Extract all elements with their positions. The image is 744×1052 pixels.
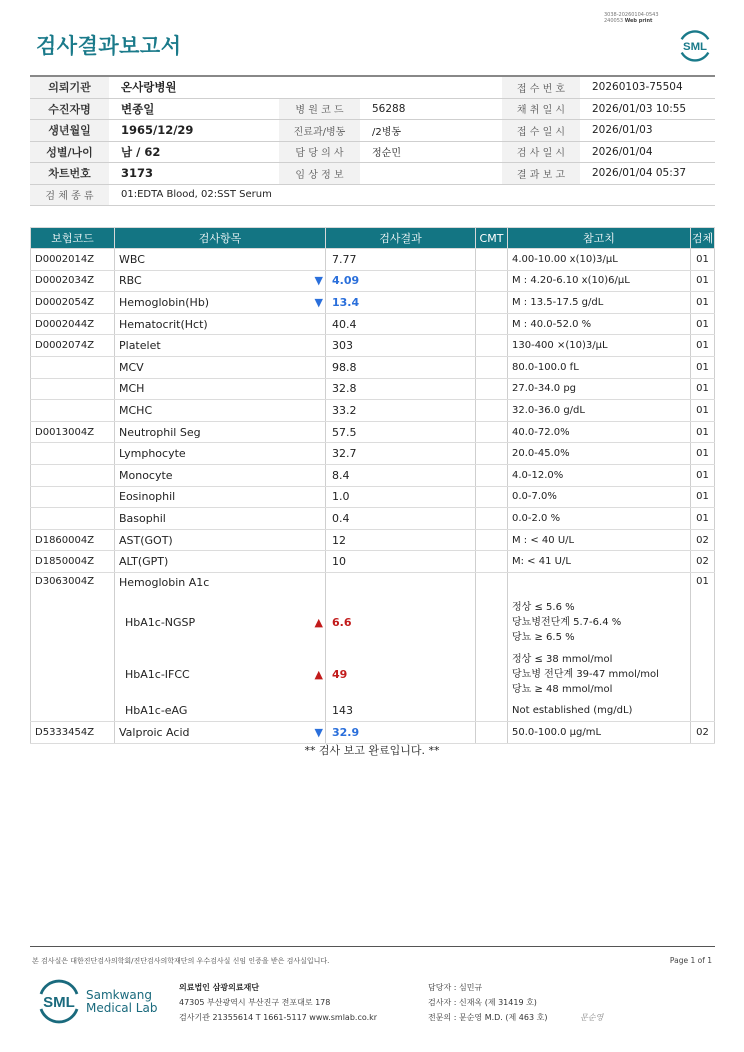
test-name: Platelet — [115, 335, 310, 357]
ngsp-ref-2: 당뇨병전단계 5.7-6.4 % — [512, 617, 622, 628]
cmt-cell — [476, 443, 508, 465]
reference-range: 4.0-12.0% — [508, 464, 691, 486]
staff-tester: 검사자 : 신재옥 (제 31419 호) — [428, 998, 537, 1007]
specimen-code: 01 — [691, 249, 715, 271]
table-row — [31, 529, 715, 551]
test-value: 13.4 — [326, 292, 476, 314]
test-name: MCV — [115, 356, 310, 378]
valproic-specimen: 02 — [691, 722, 715, 744]
ngsp-value: 6.6 — [326, 597, 476, 649]
table-row — [31, 464, 715, 486]
reference-range: M: < 41 U/L — [508, 551, 691, 573]
table-row — [31, 292, 715, 314]
cmt-cell — [476, 529, 508, 551]
test-name: AST(GOT) — [115, 529, 310, 551]
reference-range: 20.0-45.0% — [508, 443, 691, 465]
staff-info — [428, 980, 547, 1025]
col-specimen: 검체 — [691, 228, 715, 249]
table-row — [31, 400, 715, 422]
table-row — [31, 335, 715, 357]
sml-logo-icon — [676, 26, 714, 64]
arrow-down-icon: ▼ — [314, 725, 323, 739]
table-row — [31, 551, 715, 573]
results-table — [30, 227, 715, 744]
sex-age-label: 성별/나이 — [30, 141, 109, 163]
sml-footer-logo-icon — [36, 978, 82, 1024]
eag-value: 143 — [326, 701, 476, 722]
test-name: WBC — [115, 249, 310, 271]
collected-label: 채 취 일 시 — [502, 98, 580, 120]
collected-value: 2026/01/03 10:55 — [580, 98, 715, 120]
ifcc-name: HbA1c-IFCC — [115, 649, 310, 701]
reference-range: M : 4.20-6.10 x(10)6/μL — [508, 270, 691, 292]
document-id-line1: 3038-20260104-0543 — [604, 12, 659, 18]
page-title: 검사결과보고서 — [36, 34, 182, 58]
accreditation-note: 본 검사실은 대한진단검사의학회/진단검사의학재단의 우수검사실 신임 인증을 받은 검사실입니다. — [32, 957, 330, 965]
reference-range: M : < 40 U/L — [508, 529, 691, 551]
cmt-cell — [476, 378, 508, 400]
test-value: 8.4 — [326, 464, 476, 486]
insurance-code — [31, 400, 115, 422]
specimen-code: 01 — [691, 356, 715, 378]
test-name: RBC — [115, 270, 310, 292]
test-name: Hemoglobin(Hb) — [115, 292, 310, 314]
cmt-cell — [476, 270, 508, 292]
col-code: 보험코드 — [31, 228, 115, 249]
staff-manager: 담당자 : 심민규 — [428, 983, 483, 992]
specimen-value: 01:EDTA Blood, 02:SST Serum — [109, 184, 715, 206]
reference-range: 40.0-72.0% — [508, 421, 691, 443]
lab-name — [86, 989, 157, 1015]
arrow-up-icon: ▲ — [314, 616, 323, 629]
cmt-cell — [476, 292, 508, 314]
specimen-code: 01 — [691, 421, 715, 443]
table-row — [31, 270, 715, 292]
specimen-code: 01 — [691, 508, 715, 530]
table-row — [31, 313, 715, 335]
test-value: 7.77 — [326, 249, 476, 271]
specimen-code: 01 — [691, 313, 715, 335]
reference-range: 80.0-100.0 fL — [508, 356, 691, 378]
specimen-code: 01 — [691, 335, 715, 357]
valproic-name: Valproic Acid — [115, 722, 310, 744]
sml-logo-text: SML — [682, 40, 708, 53]
corp-address: 47305 부산광역시 부산진구 전포대로 178 — [179, 998, 331, 1007]
table-row — [31, 486, 715, 508]
table-row — [31, 443, 715, 465]
dept-label: 진료과/병동 — [279, 120, 360, 142]
specimen-code: 01 — [691, 443, 715, 465]
test-value: 32.7 — [326, 443, 476, 465]
table-row — [31, 701, 715, 722]
doctor-label: 담 당 의 사 — [279, 141, 360, 163]
receipt-no-value: 20260103-75504 — [580, 76, 715, 98]
eag-name: HbA1c-eAG — [115, 701, 310, 722]
test-value: 12 — [326, 529, 476, 551]
ifcc-reference — [508, 649, 691, 701]
institution-value: 온사랑병원 — [109, 76, 502, 98]
test-value: 40.4 — [326, 313, 476, 335]
insurance-code: D0002074Z — [31, 335, 115, 357]
valproic-value: 32.9 — [326, 722, 476, 744]
test-value: 0.4 — [326, 508, 476, 530]
document-id — [604, 12, 659, 24]
hba1c-code: D3063004Z — [31, 572, 115, 596]
insurance-code: D0002014Z — [31, 249, 115, 271]
corp-contact: 검사기관 21355614 T 1661-5117 www.smlab.co.kr — [179, 1013, 378, 1022]
cmt-cell — [476, 249, 508, 271]
cmt-cell — [476, 400, 508, 422]
staff-specialist: 전문의 : 문순영 M.D. (제 463 호) — [428, 1013, 548, 1022]
patient-info-table — [30, 75, 715, 206]
ngsp-reference — [508, 597, 691, 649]
test-name: Basophil — [115, 508, 310, 530]
cmt-cell — [476, 421, 508, 443]
insurance-code — [31, 508, 115, 530]
chart-label: 차트번호 — [30, 163, 109, 185]
ngsp-name: HbA1c-NGSP — [115, 597, 310, 649]
test-value: 10 — [326, 551, 476, 573]
test-name: Hematocrit(Hct) — [115, 313, 310, 335]
table-row — [31, 572, 715, 596]
test-name: Lymphocyte — [115, 443, 310, 465]
received-label: 접 수 일 시 — [502, 120, 580, 142]
table-row — [31, 508, 715, 530]
insurance-code — [31, 486, 115, 508]
specimen-code: 01 — [691, 486, 715, 508]
dob-label: 생년월일 — [30, 120, 109, 142]
lab-name-line2: Medical Lab — [86, 1001, 158, 1015]
specimen-code: 02 — [691, 529, 715, 551]
col-cmt: CMT — [476, 228, 508, 249]
hospital-code-label: 병 원 코 드 — [279, 98, 360, 120]
insurance-code: D0002054Z — [31, 292, 115, 314]
reference-range: 0.0-7.0% — [508, 486, 691, 508]
dept-value: /2병동 — [360, 120, 502, 142]
cmt-cell — [476, 508, 508, 530]
ifcc-ref-3: 당뇨 ≥ 48 mmol/mol — [512, 684, 613, 695]
cmt-cell — [476, 551, 508, 573]
valproic-reference: 50.0-100.0 μg/mL — [508, 722, 691, 744]
test-value: 4.09 — [326, 270, 476, 292]
col-result: 검사결과 — [326, 228, 476, 249]
insurance-code: D0002034Z — [31, 270, 115, 292]
test-name: MCH — [115, 378, 310, 400]
reference-range: 0.0-2.0 % — [508, 508, 691, 530]
cmt-cell — [476, 335, 508, 357]
sex-age-value: 남 / 62 — [109, 141, 279, 163]
cmt-cell — [476, 464, 508, 486]
ifcc-ref-1: 정상 ≤ 38 mmol/mol — [512, 654, 613, 665]
specimen-code: 01 — [691, 464, 715, 486]
test-value: 57.5 — [326, 421, 476, 443]
test-value: 98.8 — [326, 356, 476, 378]
reference-range: 4.00-10.00 x(10)3/μL — [508, 249, 691, 271]
valproic-code: D5333454Z — [31, 722, 115, 744]
insurance-code — [31, 443, 115, 465]
tested-value: 2026/01/04 — [580, 141, 715, 163]
results-header — [31, 228, 715, 249]
eag-reference: Not established (mg/dL) — [508, 701, 691, 722]
table-row — [31, 249, 715, 271]
chart-value: 3173 — [109, 163, 279, 185]
insurance-code: D0013004Z — [31, 421, 115, 443]
patient-label: 수진자명 — [30, 98, 109, 120]
document-id-line2: 240053 Web print — [604, 18, 653, 24]
doctor-value: 정순민 — [360, 141, 502, 163]
col-reference: 참고치 — [508, 228, 691, 249]
arrow-down-icon: ▼ — [314, 295, 323, 309]
insurance-code — [31, 356, 115, 378]
specimen-code: 01 — [691, 378, 715, 400]
reference-range: M : 13.5-17.5 g/dL — [508, 292, 691, 314]
hba1c-group — [31, 572, 715, 743]
test-value: 33.2 — [326, 400, 476, 422]
ngsp-ref-3: 당뇨 ≥ 6.5 % — [512, 632, 575, 643]
test-value: 303 — [326, 335, 476, 357]
arrow-up-icon: ▲ — [314, 668, 323, 681]
reported-label: 결 과 보 고 — [502, 163, 580, 185]
test-value: 1.0 — [326, 486, 476, 508]
clinical-value — [360, 163, 502, 185]
test-name: MCHC — [115, 400, 310, 422]
specimen-label: 검 체 종 류 — [30, 184, 109, 206]
specimen-code: 02 — [691, 551, 715, 573]
insurance-code: D1850004Z — [31, 551, 115, 573]
specimen-code: 01 — [691, 400, 715, 422]
hba1c-specimen: 01 — [691, 572, 715, 596]
institution-label: 의뢰기관 — [30, 76, 109, 98]
lab-name-line1: Samkwang — [86, 988, 152, 1002]
hospital-code-value: 56288 — [360, 98, 502, 120]
arrow-down-icon: ▼ — [314, 274, 323, 288]
sml-footer-logo-text: SML — [43, 994, 75, 1011]
received-value: 2026/01/03 — [580, 120, 715, 142]
clinical-label: 임 상 정 보 — [279, 163, 360, 185]
result-rows — [31, 249, 715, 573]
table-row — [31, 356, 715, 378]
table-row — [31, 597, 715, 649]
insurance-code: D0002044Z — [31, 313, 115, 335]
footer-divider — [30, 946, 715, 947]
table-row — [31, 378, 715, 400]
specimen-code: 01 — [691, 270, 715, 292]
patient-value: 변종일 — [109, 98, 279, 120]
reference-range: 27.0-34.0 pg — [508, 378, 691, 400]
col-test-item: 검사항목 — [115, 228, 326, 249]
test-name: Eosinophil — [115, 486, 310, 508]
completion-note: ** 검사 보고 완료입니다. ** — [304, 744, 440, 757]
cmt-cell — [476, 486, 508, 508]
insurance-code — [31, 464, 115, 486]
ngsp-ref-1: 정상 ≤ 5.6 % — [512, 602, 575, 613]
ifcc-ref-2: 당뇨병 전단계 39-47 mmol/mol — [512, 669, 659, 680]
specimen-code: 01 — [691, 292, 715, 314]
table-row — [31, 649, 715, 701]
ifcc-value: 49 — [326, 649, 476, 701]
cmt-cell — [476, 313, 508, 335]
table-row — [31, 722, 715, 744]
dob-value: 1965/12/29 — [109, 120, 279, 142]
insurance-code — [31, 378, 115, 400]
tested-label: 검 사 일 시 — [502, 141, 580, 163]
reference-range: M : 40.0-52.0 % — [508, 313, 691, 335]
reported-value: 2026/01/04 05:37 — [580, 163, 715, 185]
test-name: Monocyte — [115, 464, 310, 486]
page-number: Page 1 of 1 — [669, 956, 712, 965]
reference-range: 130-400 ×(10)3/μL — [508, 335, 691, 357]
reference-range: 32.0-36.0 g/dL — [508, 400, 691, 422]
test-name: ALT(GPT) — [115, 551, 310, 573]
table-row — [31, 421, 715, 443]
insurance-code: D1860004Z — [31, 529, 115, 551]
cmt-cell — [476, 356, 508, 378]
test-value: 32.8 — [326, 378, 476, 400]
receipt-no-label: 접 수 번 호 — [502, 76, 580, 98]
corporation-info — [179, 980, 377, 1025]
hba1c-name: Hemoglobin A1c — [115, 572, 310, 596]
specialist-signature: 문순영 — [580, 1013, 604, 1022]
corp-name: 의료법인 삼광의료재단 — [179, 983, 260, 992]
test-name: Neutrophil Seg — [115, 421, 310, 443]
